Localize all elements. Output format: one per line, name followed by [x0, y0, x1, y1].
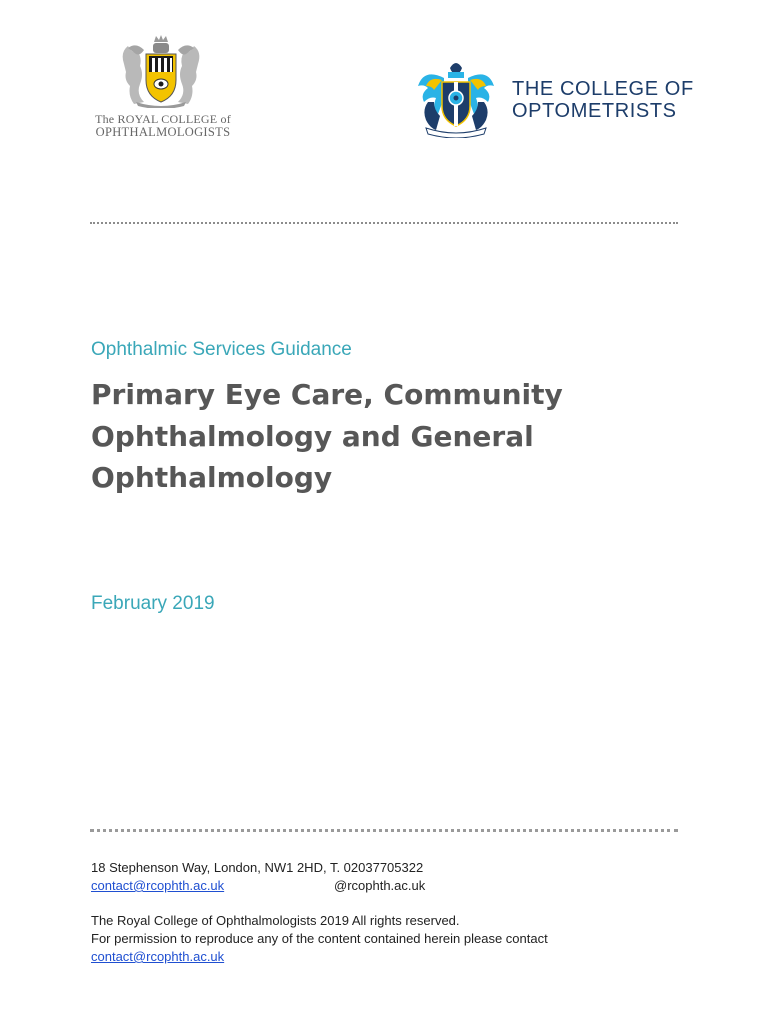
footer-rights: The Royal College of Ophthalmologists 2019 All rights reserved.: [91, 913, 460, 928]
rco-crest-icon: [118, 34, 204, 108]
document-title: Primary Eye Care, Community Ophthalmology and General Ophthalmology: [91, 378, 563, 494]
document-date: February 2019: [91, 593, 215, 614]
footer-address: 18 Stephenson Way, London, NW1 2HD, T. 02037705322: [91, 860, 424, 875]
footer-contact-email-link[interactable]: contact@rcophth.ac.uk: [91, 949, 225, 964]
coo-name-line2: OPTOMETRISTS: [512, 100, 677, 122]
coo-crest-icon: [414, 58, 498, 138]
bottom-divider: [90, 829, 678, 832]
rco-logo: [88, 34, 238, 144]
document-subtitle: Ophthalmic Services Guidance: [91, 339, 352, 360]
footer-permission: For permission to reproduce any of the content contained herein please contact: [91, 931, 548, 946]
top-divider: [90, 222, 678, 224]
coo-logo: [414, 58, 694, 140]
rco-name-line2: OPHTHALMOLOGISTS: [95, 125, 231, 139]
coo-name-line1: THE COLLEGE OF: [512, 78, 694, 100]
footer-email-link[interactable]: contact@rcophth.ac.uk: [91, 878, 225, 893]
footer-twitter-handle: @rcophth.ac.uk: [334, 878, 426, 893]
rco-name-line1: The ROYAL COLLEGE of: [95, 112, 231, 126]
